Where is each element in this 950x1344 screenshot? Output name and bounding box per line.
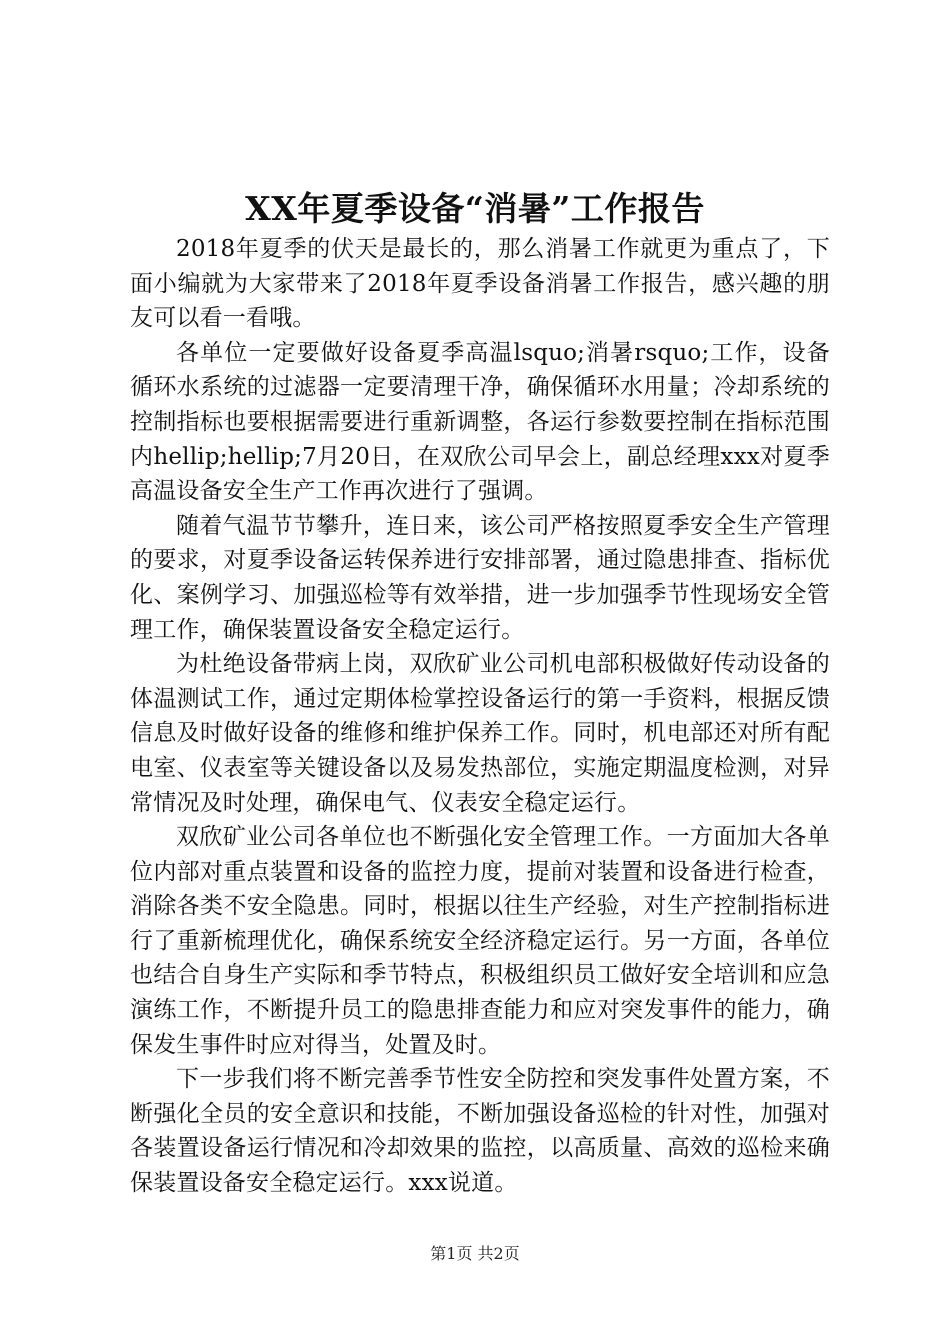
paragraph-4: 为杜绝设备带病上岗，双欣矿业公司机电部积极做好传动设备的体温测试工作，通过定期体检掌控设备运行的第一手资料，根据反馈信息及时做好设备的维修和维护保养工作。同时，机电部还对所有配电室、仪表室等关键设备以及易发热部位，实施定期温度检测，对异常情况及时处理，确保电气、仪表安全稳定运行。 [130,651,830,816]
paragraph-1: 2018年夏季的伏天是最长的，那么消暑工作就更为重点了，下面小编就为大家带来了2018年夏季设备消暑工作报告，感兴趣的朋友可以看一看哦。 [130,236,830,332]
paragraph-2: 各单位一定要做好设备夏季高温lsquo;消暑rsquo;工作，设备循环水系统的过滤器一定要清理干净，确保循环水用量；冷却系统的控制指标也要根据需要进行重新调整，各运行参数要控制在指标范围内hellip;hellip;7月20日，在双欣公司早会上，副总经理xxx对夏季高温设备安全生产工作再次进行了强调。 [130,339,830,505]
page-number: 第1页 [430,1244,473,1263]
paragraph-5: 双欣矿业公司各单位也不断强化安全管理工作。一方面加大各单位内部对重点装置和设备的监控力度，提前对装置和设备进行检查，消除各类不安全隐患。同时，根据以往生产经验，对生产控制指标进行了重新梳理优化，确保系统安全经济稳定运行。另一方面，各单位也结合自身生产实际和季节特点，积极组织员工做好安全培训和应急演练工作，不断提升员工的隐患排查能力和应对突发事件的能力，确保发生事件时应对得当，处置及时。 [130,824,830,1058]
document-title: XX年夏季设备“消暑”工作报告 [245,189,705,228]
paragraph-3: 随着气温节节攀升，连日来，该公司严格按照夏季安全生产管理的要求，对夏季设备运转保养进行安排部署，通过隐患排查、指标优化、案例学习、加强巡检等有效举措，进一步加强季节性现场安全管理工作，确保装置设备安全稳定运行。 [130,512,830,643]
paragraph-6: 下一步我们将不断完善季节性安全防控和突发事件处置方案，不断强化全员的安全意识和技能，不断加强设备巡检的针对性，加强对各装置设备运行情况和冷却效果的监控，以高质量、高效的巡检来确保装置设备安全稳定运行。xxx说道。 [130,1066,830,1197]
document-body [130,232,830,1201]
page-footer [0,1242,950,1266]
page-total: 共2页 [477,1244,520,1263]
